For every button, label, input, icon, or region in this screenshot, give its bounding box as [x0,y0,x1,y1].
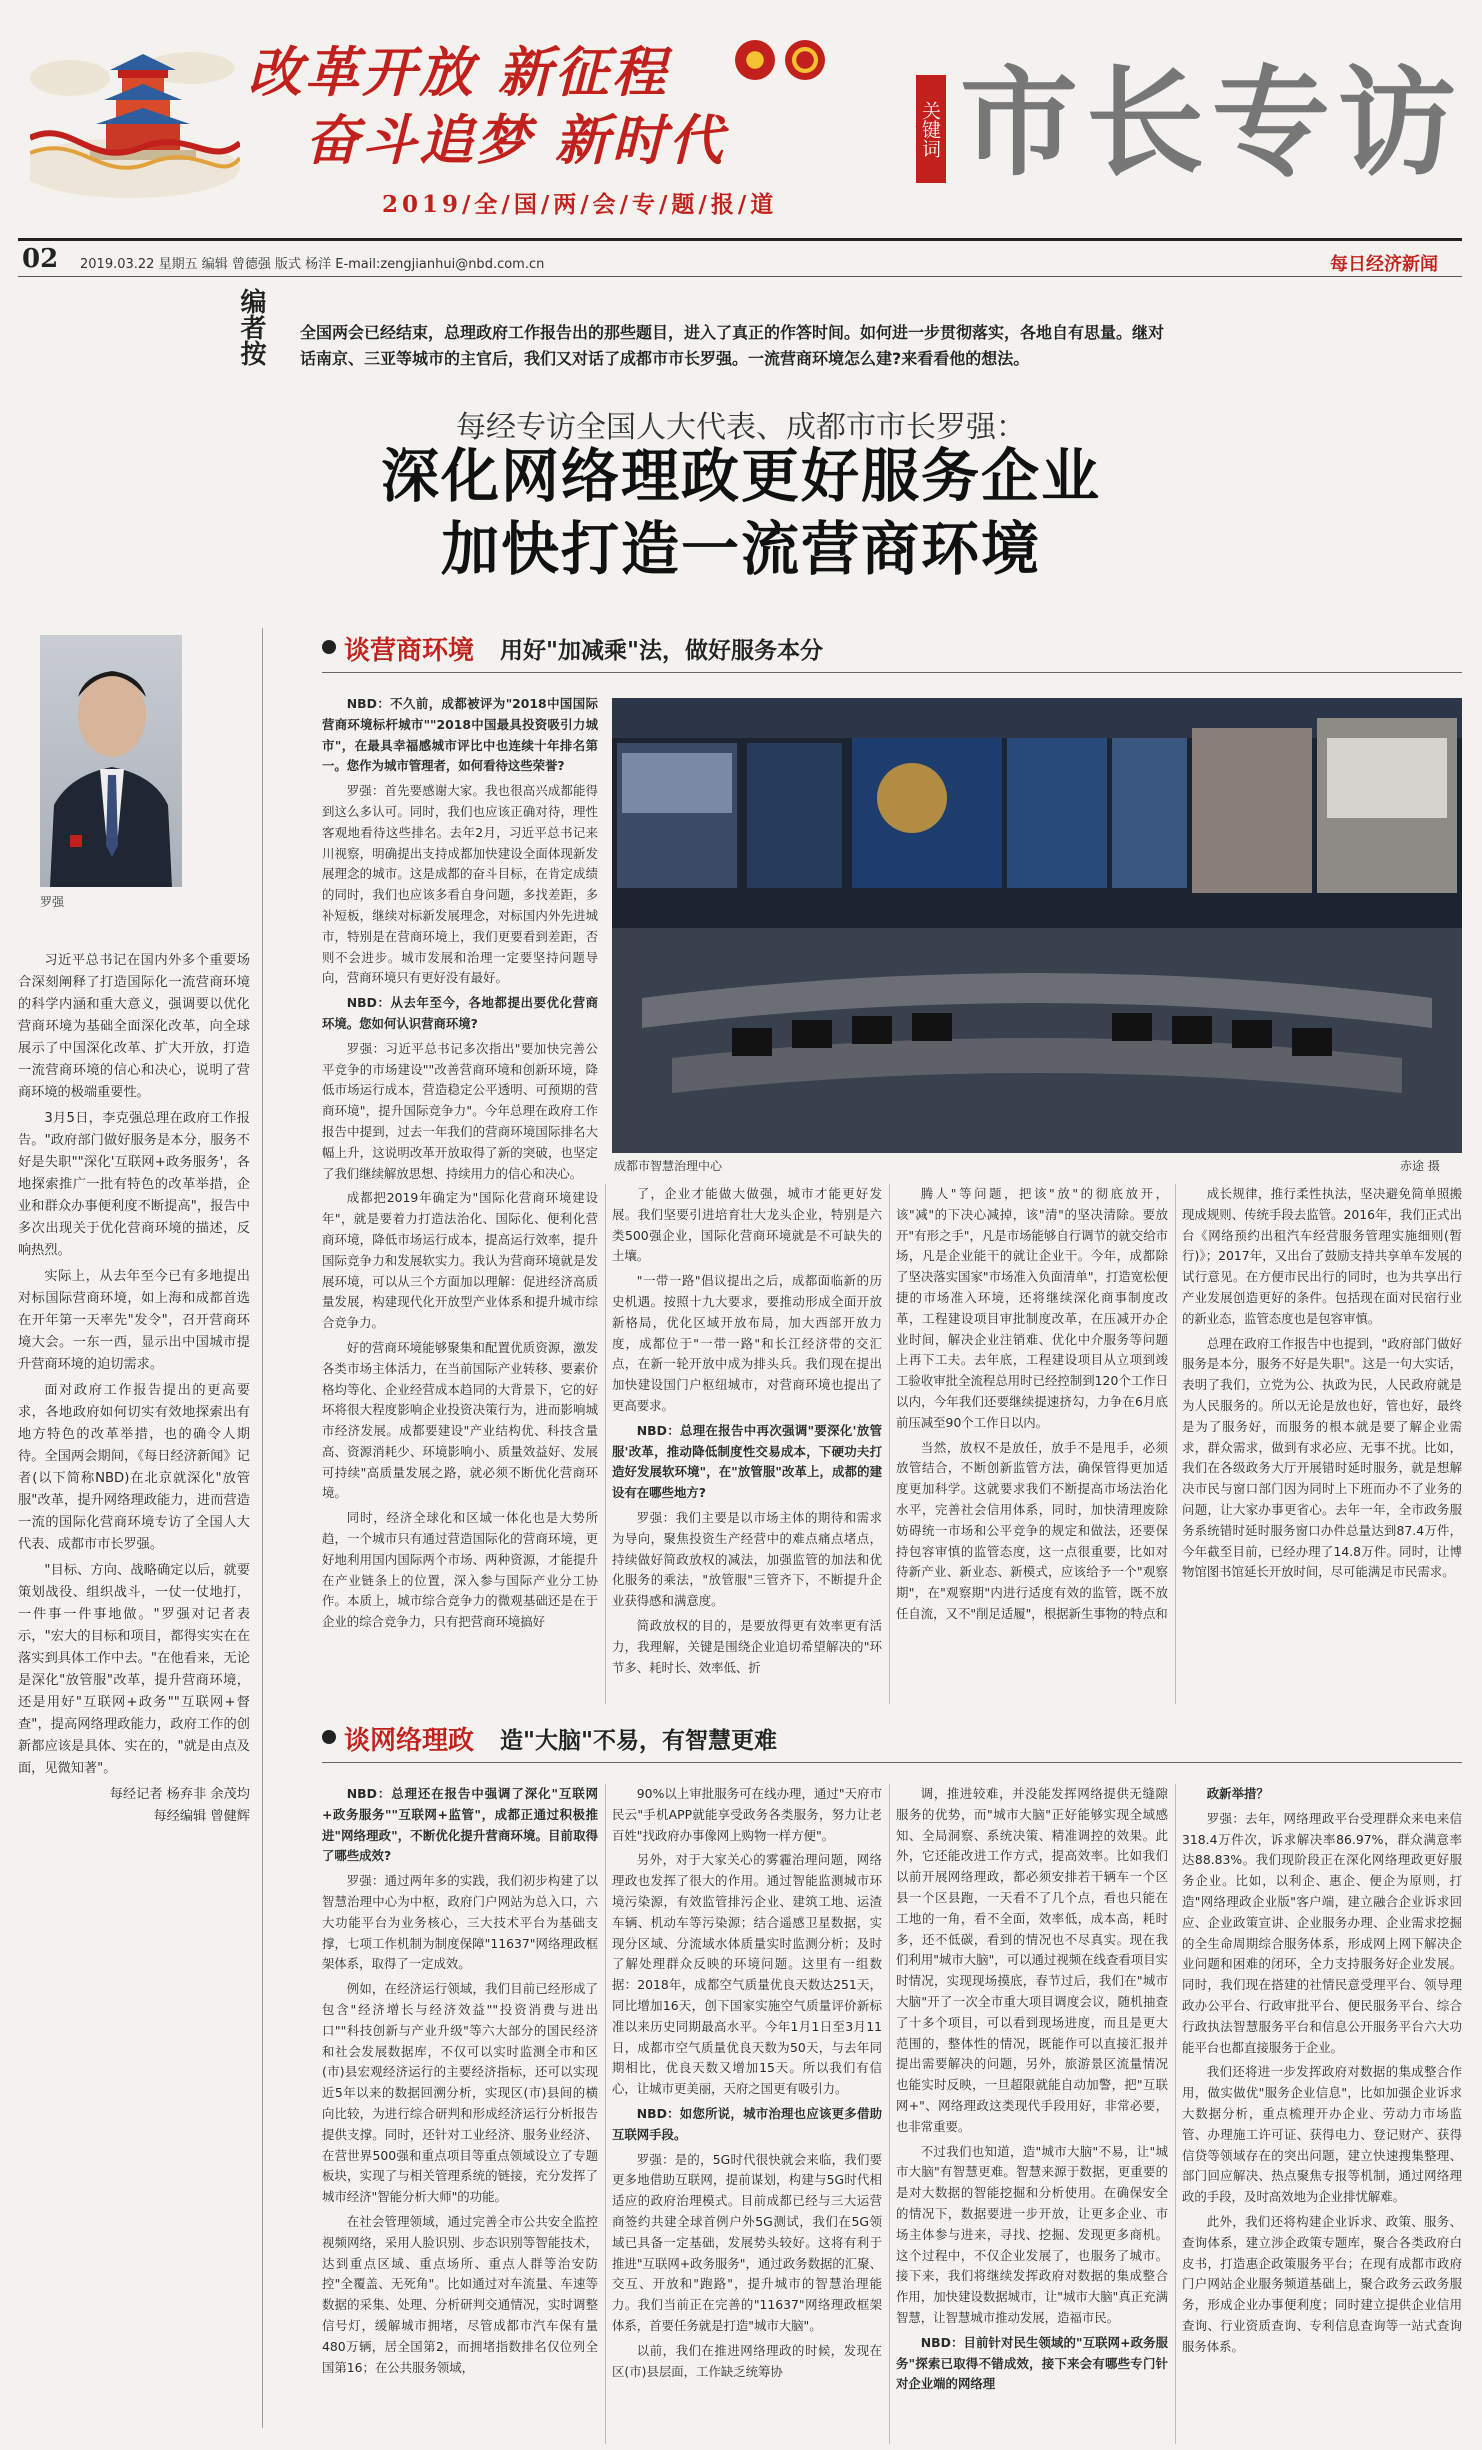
control-center-photo [612,698,1462,1153]
paper-name: 每日经济新闻 [1330,254,1438,275]
editor-note-text: 全国两会已经结束，总理政府工作报告出的那些题目，进入了真正的作答时间。如何进一步贯彻落实，各地自有思量。继对话南京、三亚等城市的主官后，我们又对话了成都市市长罗强。一流营商环境怎么建?来看看他的想法。 [300,323,1165,368]
paragraph: 罗强：习近平总书记多次指出"要加快完善公平竞争的市场建设""改善营商环境和创新环境，降低市场运行成本，营造稳定公平透明、可预期的营商环境"，提升国际竞争力"。今年总理在政府工作报告中提到，过去一年我们的营商环境国际排名大幅上升，这说明改革开放取得了新的突破，也坚定了我们继续解放思想、持续用力的信心和决心。 [322,1040,598,1181]
section1-column-2 [612,1184,882,1704]
paragraph: 罗强：首先要感谢大家。我也很高兴成都能得到这么多认可。同时，我们也应该正确对待，理性客观地看待这些排名。去年2月，习近平总书记来川视察，明确提出支持成都加快建设全面体现新发展理念的城市。这是成都的奋斗目标，在肯定成绩的同时，我们也应该多看自身问题，多找差距，多补短板，继续对标新发展理念，对标国内外先进城市，特别是在营商环境上，我们更要看到差距，否则不会进步。城市发展和治理一定要坚持问题导向，营商环境只有更好没有最好。 [322,783,598,986]
section2-label: 谈网络理政 [344,1726,475,1756]
paragraph: NBD：不久前，成都被评为"2018中国国际营商环境标杆城市""2018中国最具投资吸引力城市"，在最具幸福感城市评比中也连续十年排名第一。您作为城市管理者，如何看待这些荣誉? [322,696,598,774]
section1-bullet-icon [322,640,336,654]
temple-illustration [30,18,240,208]
portrait-photo [40,635,182,887]
sidebar-paragraph: 面对政府工作报告提出的更高要求，各地政府如何切实有效地探索出有地方特色的改革举措，也的确令人期待。全国两会期间，《每日经济新闻》记者(以下简称NBD)在北京就深化"放管服"改革，提升网络理政能力，进而营造一流的国际化营商环境专访了全国人大代表、成都市市长罗强。 [18,1383,250,1552]
paragraph: 另外，对于大家关心的雾霾治理问题，网络理政也发挥了很大的作用。通过智能监测城市环境污染源，有效监管排污企业、建筑工地、运渣车辆、机动车等污染源；结合遥感卫星数据，实现分区域、分流域水体质量实时监测分析；及时了解处理群众反映的环境问题。这里有一组数据：2018年，成都空气质量优良天数达251天，同比增加16天，创下国家实施空气质量评价新标准以来历史同期最高水平。今年1月1日至3月11日，成都市空气质量优良天数为50天，与去年同期相比，优良天数又增加15天。所以我们有信心，让城市更美丽，天府之国更有吸引力。 [612,1852,882,2097]
paragraph: NBD：如您所说，城市治理也应该更多借助互联网手段。 [612,2105,882,2142]
sidebar-article [18,950,250,2340]
paragraph: 以前，我们在推进网络理政的时候，发现在区(市)县层面，工作缺乏统筹协 [612,2342,882,2379]
paragraph: NBD：总理还在报告中强调了深化"互联网+政务服务""互联网+监管"，成都正通过积极推进"网络理政"，不断优化提升营商环境。目前取得了哪些成效? [322,1786,598,1864]
masthead-info: 2019.03.22 星期五 编辑 曾德强 版式 杨洋 E-mail:zengjianhui@nbd.com.cn [80,257,545,272]
paragraph: NBD：从去年至今，各地都提出要优化营商环境。您如何认识营商环境? [322,995,598,1031]
section2-column-4 [1182,1784,1462,2444]
paragraph: 政新举措？ [1206,1786,1269,1801]
paragraph: 罗强：去年，网络理政平台受理群众来电来信318.4万件次，诉求解决率86.97%，群众满意率达88.83%。我们现阶段正在深化网络理政更好服务企业。比如，以利企、惠企、便企为原则，打造"网络理政企业版"客户端，建立融合企业诉求回应、企业政策宣讲、企业服务办理、企业需求挖掘的全生命周期综合服务体系，形成网上网下解决企业问题和困难的闭环，全力支持服务好企业发展。同时，我们现在搭建的社情民意受理平台、领导理政办公平台、行政审批平台、便民服务平台、综合行政执法智慧服务平台和信息公开服务平台六大功能平台也都直接服务于企业。 [1182,1810,1462,2055]
paragraph: 成长规律，推行柔性执法，坚决避免简单照搬现成规则、传统手段去监管。2016年，我们正式出台《网络预约出租汽车经营服务管理实施细则(暂行)》；2017年，又出台了鼓励支持共享单车发展的试行意见。在方便市民出行的同时，也为共享出行产业发展创造更好的条件。包括现在面对民宿行业的新业态，监管态度也是包容审慎。 [1182,1186,1462,1326]
paragraph: "一带一路"倡议提出之后，成都面临新的历史机遇。按照十九大要求，要推动形成全面开放新格局，优化区域开放布局，加大西部开放力度，成都位于"一带一路"和长江经济带的交汇点，在新一轮开放中成为排头兵。我们现在提出加快建设国门户枢纽城市，对营商环境也提出了更高要求。 [612,1273,882,1413]
sidebar-paragraph: 3月5日，李克强总理在政府工作报告。"政府部门做好服务是本分，服务不好是失职""深化'互联网+政务服务'，各地探索推广一批有特色的改革举措，企业和群众办事便利度不断提高"，报告中多次出现关于优化营商环境的描述，反响热烈。 [18,1111,250,1258]
cppcc-emblem-icon [785,40,825,80]
photo-caption: 成都市智慧治理中心 [614,1159,723,1173]
paragraph: 90%以上审批服务可在线办理，通过"天府市民云"手机APP就能享受政务各类服务，努力让老百姓"找政府办事像网上购物一样方便"。 [612,1786,882,1843]
paragraph: 同时，经济全球化和区域一体化也是大势所趋，一个城市只有通过营造国际化的营商环境，更好地利用国内国际两个市场、两种资源，才能提升在产业链条上的位置，深入参与国际产业分工协作。本质上，城市综合竞争力的微观基础还是在于企业的综合竞争力，只有把营商环境搞好 [322,1510,598,1630]
paragraph: 罗强：是的，5G时代很快就会来临，我们要更多地借助互联网，提前谋划，构建与5G时代相适应的政府治理模式。目前成都已经与三大运营商签约共建全球首例户外5G测试，我们在5G领域已具备一定基础，发展势头较好。这将有利于推进"互联网+政务服务"，通过政务数据的汇聚、交互、开放和"跑路"，提升城市的智慧治理能力。我们当前正在完善的"11637"网络理政框架体系，首要任务就是打造"城市大脑"。 [612,2151,882,2333]
section1-label: 谈营商环境 [344,636,475,666]
paragraph: 此外，我们还将构建企业诉求、政策、服务、查询体系，建立涉企政策专题库，聚合各类政府白皮书，打造惠企政策服务平台；在现有成都市政府门户网站企业服务频道基础上，聚合政务云政务服务，形成企业办事便利度；同时建立提供企业信用查询、行业资质查询、专利信息查询等一站式查询服务体系。 [1182,2213,1462,2354]
paragraph: 在社会管理领域，通过完善全市公共安全监控视频网络，采用人脸识别、步态识别等智能技术，达到重点区域、重点场所、重点人群等治安防控"全覆盖、无死角"。比如通过对车流量、车速等数据的采集、处理、分析研判交通情况，实时调整信号灯，缓解城市拥堵，尽管成都市汽车保有量480万辆，居全国第2，而拥堵指数排名仅位列全国第16；在公共服务领域， [322,2213,598,2375]
paragraph: 了，企业才能做大做强，城市才能更好发展。我们坚要引进培育壮大龙头企业，特别是六类500强企业，国际化营商环境就是不可缺失的土壤。 [612,1186,882,1264]
section-title: 市长专访 [960,53,1465,192]
photo-credit: 赤途 摄 [1400,1159,1440,1173]
paragraph: 简政放权的目的，是要放得更有效率更有活力，我理解，关键是围绕企业追切希望解决的"环节多、耗时长、效率低、折 [612,1617,882,1675]
sidebar-paragraph: "目标、方向、战略确定以后，就要策划战役、组织战斗，一仗一仗地打，一件事一件事地做。"罗强对记者表示，"宏大的目标和项目，都得实实在在落实到具体工作中去。"在他看来，无论是深化"放管服"改革，提升营商环境，还是用好"互联网+政务""互联网+督查"，提高网络理政能力，政府工作的创新都应该是具体、实在的，"就是由点及面，见微知著"。 [18,1563,250,1776]
section2-column-1 [322,1784,598,2444]
portrait-caption: 罗强 [40,895,65,909]
section2-column-3 [896,1784,1168,2444]
section1-column-1 [322,694,598,1704]
headline-kicker: 每经专访全国人大代表、成都市市长罗强： [456,410,1026,445]
section2-bullet-icon [322,1730,336,1744]
keyword-tag: 关键词 [916,75,946,183]
paragraph: NBD：目前针对民生领域的"互联网+政务服务"探索已取得不错成效，接下来会有哪些专门针对企业端的网络理 [896,2334,1168,2392]
byline-editor: 每经编辑 曾健辉 [153,1809,250,1824]
paragraph: 我们还将进一步发挥政府对数据的集成整合作用，做实做优"服务企业信息"，比如加强企业诉求大数据分析，重点梳理开办企业、劳动力市场监管、办理施工许可证、获得电力、登记财产、获得信贷等领域存在的突出问题，建立快速搜集整理、部门回应解决、热点聚焦专报等机制，通过网络理政的手段，及时高效地为企业排忧解难。 [1182,2064,1462,2205]
sidebar-paragraph: 习近平总书记在国内外多个重要场合深刻阐释了打造国际化一流营商环境的科学内涵和重大意义，强调要以优化营商环境为基础全面深化改革，向全球展示了中国深化改革、扩大开放，打造一流营商环境的信心和决心，说明了营商环境的极端重要性。 [18,953,250,1100]
banner [0,0,1482,232]
paragraph: 罗强：通过两年多的实践，我们初步构建了以智慧治理中心为中枢，政府门户网站为总入口，六大功能平台为业务核心，三大技术平台为基础支撑，七项工作机制为制度保障"11637"网络理政框架体系，取得了一定成效。 [322,1873,598,1972]
paragraph: 调，推进较难，并没能发挥网络提供无缝隙服务的优势，而"城市大脑"正好能够实现全域感知、全局洞察、系统决策、精准调控的效果。此外，它还能改进工作方式，提高效率。比如我们以前开展网络理政，都必须安排若干辆车一个区县一个区县跑，一天看不了几个点，看也只能在工地的一角，看不全面，效率低，成本高，耗时多，还不低碳，看到的情况也不尽真实。现在我们利用"城市大脑"，可以通过视频在线查看项目实时情况，实现现场摸底，春节过后，我们在"城市大脑"开了一次全市重大项目调度会议，随机抽查了十多个项目，可以看到现场进度，而且是更大范围的，整体性的情况，既能作可以直接汇报并提出需要解决的问题，另外，旅游景区流量情况也能实时反映，一旦超限就能自动加警，把"互联网+"、网络理政这类现代手段用好，非常必要，也非常重要。 [896,1786,1168,2134]
banner-slogan-1: 改革开放 新征程 [248,40,669,104]
paragraph: 好的营商环境能够聚集和配置优质资源，激发各类市场主体活力，在当前国际产业转移、要素价格均等化、企业经营成本趋同的大背景下，它的好坏将很大程度影响企业投资决策行为，进而影响城市经济发展。成都要建设"产业结构优、科技含量高、资源消耗少、环境影响小、质量效益好、发展可持续"高质量发展之路，就必须不断优化营商环境。 [322,1339,598,1501]
byline-reporters: 每经记者 杨弃非 余茂均 [109,1787,250,1802]
page-number: 02 [22,244,59,274]
section1-column-3 [896,1184,1168,1704]
banner-slogan-2: 奋斗追梦 新时代 [305,108,726,172]
paragraph: 罗强：我们主要是以市场主体的期待和需求为导向，聚焦投资生产经营中的难点痛点堵点，持续做好简政放权的减法，加强监管的加法和优化服务的乘法，"放管服"三管齐下，不断提升企业获得感和满意度。 [612,1509,882,1609]
section2-title: 造"大脑"不易，有智慧更难 [500,1727,777,1754]
editor-note-badge: 编者按 [236,288,266,366]
section1-column-4 [1182,1184,1462,1704]
headline-title-2: 加快打造一流营商环境 [440,515,1041,583]
paragraph: 成都把2019年确定为"国际化营商环境建设年"，就是要着力打造法治化、国际化、便利化营商环境，降低市场运行成本，提高运行效率，提升国际竞争力和发展软实力。我认为营商环境就是发展环境，可以从三个方面加以理解：促进经济高质量发展，构建现代化开放型产业体系和提升城市综合竞争力。 [322,1190,598,1331]
national-emblem-icon [735,40,775,80]
paragraph: 例如，在经济运行领域，我们目前已经形成了包含"经济增长与经济效益""投资消费与进出口""科技创新与产业升级"等六大部分的国民经济和社会发展数据库，不仅可以实时监测全市和区(市)县宏观经济运行的主要经济指标，还可以实现近5年以来的数据回溯分析，实现区(市)县间的横向比较，为进行综合研判和形成经济运行分析报告提供支撑。同时，还针对工业经济、服务业经济、在营世界500强和重点项目等重点领域设立了专题板块，实现了与相关管理系统的链接，充分发挥了城市经济"智能分析大师"的功能。 [322,1981,598,2205]
sidebar-paragraph: 实际上，从去年至今已有多地提出对标国际营商环境，如上海和成都首选在开年第一天率先"发令"，召开营商环境大会。一东一西，显示出中国城市提升营商环境的迫切需求。 [18,1269,250,1372]
banner-subtitle: 2019/全/国/两/会/专/题/报/道 [382,191,778,218]
paragraph: 不过我们也知道，造"城市大脑"不易，让"城市大脑"有智慧更难。智慧来源于数据，更重要的是对大数据的智能挖掘和分析使用。在确保安全的情况下，数据要进一步开放，让更多企业、市场主体参与进来，寻找、挖掘、发现更多商机。这个过程中，不仅企业发展了，也服务了城市。接下来，我们将继续发挥政府对数据的集成整合作用，加快建设数据城市，让"城市大脑"真正充满智慧，让智慧城市推动发展，造福市民。 [896,2143,1168,2325]
section2-column-2 [612,1784,882,2444]
paragraph: 当然，放权不是放任，放手不是甩手，必须放管结合，不断创新监管方法，确保管得更加适度更加科学。这就要求我们不断提高市场法治化水平，完善社会信用体系，同时，加快清理废除妨碍统一市场和公平竞争的规定和做法，还要保持包容审慎的监管态度，这一点很重要，比如对待新产业、新业态、新模式，应该给予一个"观察期"，在"观察期"内进行适度有效的监管，既不放任自流，又不"削足适履"，根据新生事物的特点和 [896,1439,1168,1621]
headline-title-1: 深化网络理政更好服务企业 [380,442,1101,510]
paragraph: NBD：总理在报告中再次强调"要深化'放管服'改革，推动降低制度性交易成本，下硬功夫打造好发展软环境"，在"放管服"改革上，成都的建设有在哪些地方? [612,1422,882,1501]
paragraph: 腾人"等问题，把该"放"的彻底放开，该"减"的下决心减掉，该"清"的坚决清除。要放开"有形之手"，凡是市场能够自行调节的就交给市场，凡是企业能干的就让企业干。今年，成都除了坚决落实国家"市场准入负面清单"，打造宽松便捷的市场准入环境，还将继续深化商事制度改革，工程建设项目审批制度改革，在压减开办企业时间，解决企业注销难、优化中介服务等问题上再下工夫。去年底，工程建设项目从立项到竣工验收审批全流程总用时已经控制到120个工作日以内，今年我们还要继续提速挤勾，力争在6月底前压减至90个工作日以内。 [896,1186,1168,1430]
section1-title: 用好"加减乘"法，做好服务本分 [500,637,823,664]
paragraph: 总理在政府工作报告中也提到，"政府部门做好服务是本分，服务不好是失职"。这是一句大实话，表明了我们，立党为公、执政为民，人民政府就是为人民服务的。所以无论是放也好，管也好，最终是为了服务好，而服务的根本就是要了解企业需求，群众需求，做到有求必应、无事不扰。比如，我们在各级政务大厅开展错时延时服务，就是想解决市民与窗口部门因为同时上下班而办不了业务的问题，让大家办事更省心。去年一年，全市政务服务系统错时延时服务窗口办件总量达到87.4万件，今年截至目前，已经办理了14.8万件。同时，让博物馆图书馆延长开放时间，尽可能满足市民需求。 [1182,1335,1462,1580]
